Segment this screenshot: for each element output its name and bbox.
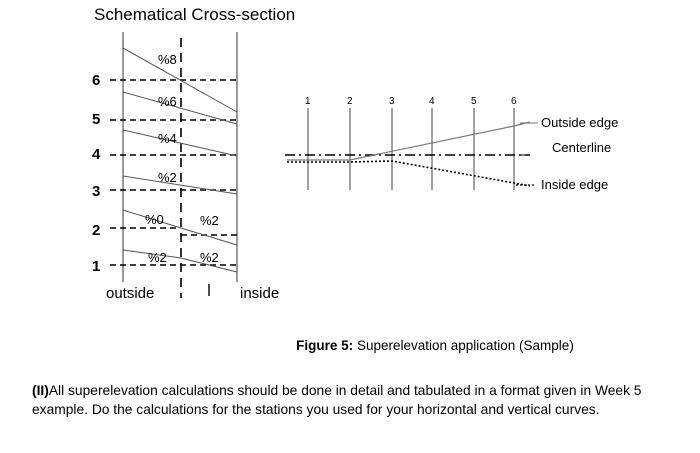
inside-label: inside — [240, 285, 280, 302]
caption-text: Superelevation application (Sample) — [353, 338, 574, 353]
stage-number-5: 5 — [92, 111, 101, 128]
slope-label-6: %6 — [158, 94, 177, 109]
stage-number-1: 1 — [92, 258, 101, 275]
caption-figure-number: Figure 5: — [296, 338, 354, 353]
inside-edge-profile — [287, 161, 530, 186]
figure-caption — [230, 338, 640, 353]
slope-label-0: %0 — [145, 212, 164, 227]
station-number-3: 3 — [389, 96, 395, 107]
paragraph-label: (II) — [32, 383, 49, 398]
legend-inside-edge: Inside edge — [541, 177, 609, 192]
slope-line-0-right — [181, 228, 237, 245]
slope-label-2-left-lower: %2 — [148, 250, 167, 265]
station-number-2: 2 — [347, 96, 353, 107]
instruction-paragraph — [32, 381, 692, 419]
slope-line-4 — [123, 130, 237, 156]
station-number-6: 6 — [511, 96, 517, 107]
station-number-1: 1 — [305, 96, 311, 107]
stage-number-6: 6 — [92, 72, 101, 89]
station-number-4: 4 — [429, 96, 435, 107]
legend-centerline: Centerline — [552, 140, 612, 155]
slope-label-4: %4 — [158, 131, 177, 146]
paragraph-text: All superelevation calculations should be done in detail and tabulated in a format given in Week 5 example. Do the calculations for the stations you used for your horizontal and vertical curves. — [32, 383, 642, 417]
station-number-5: 5 — [471, 96, 477, 107]
legend-outside-edge: Outside edge — [541, 115, 619, 130]
slope-label-8: %8 — [158, 52, 177, 67]
slope-label-2-right-upper: %2 — [200, 213, 219, 228]
outside-label: outside — [106, 285, 155, 302]
stage-number-3: 3 — [92, 183, 101, 200]
slope-label-2-right-lower: %2 — [200, 250, 219, 265]
stage-number-4: 4 — [92, 146, 101, 163]
diagram-title: Schematical Cross-section — [94, 5, 296, 24]
stage-number-2: 2 — [92, 222, 101, 239]
slope-line-2 — [123, 176, 237, 194]
slope-label-2: %2 — [158, 170, 177, 185]
cross-section-slopes — [123, 48, 237, 272]
